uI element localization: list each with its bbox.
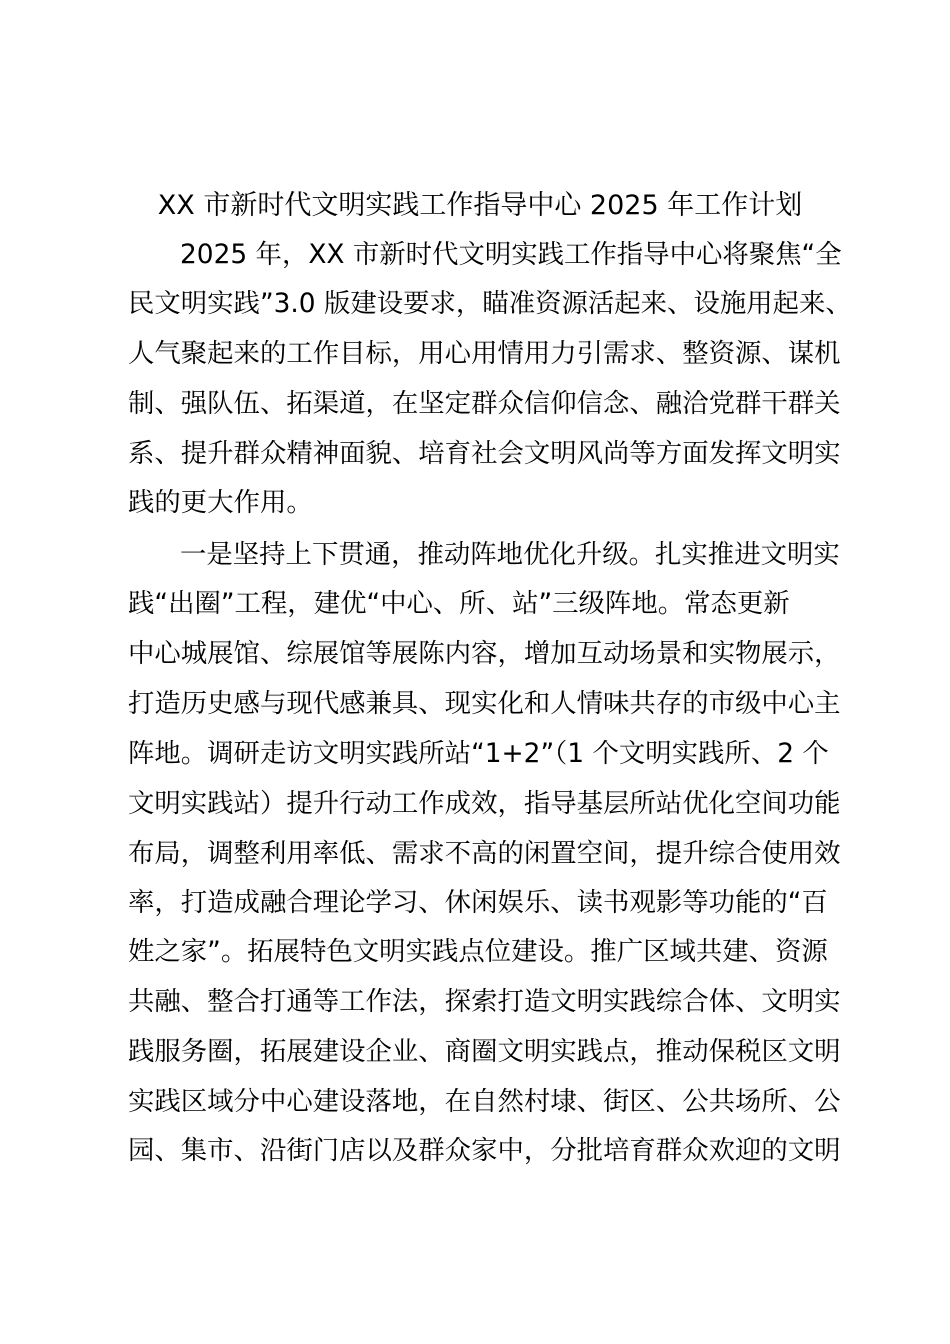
paragraph-line: 践“出圈”工程，建优“中心、所、站”三级阵地。常态更新 <box>128 588 790 619</box>
paragraph-line: 文明实践站）提升行动工作成效，指导基层所站优化空间功能 <box>128 788 841 819</box>
paragraph-line: 阵地。调研走访文明实践所站“1+2”（1 个文明实践所、2 个 <box>128 738 829 769</box>
paragraph-line: 系、提升群众精神面貌、培育社会文明风尚等方面发挥文明实 <box>128 438 841 469</box>
paragraph-line: 打造历史感与现代感兼具、现实化和人情味共存的市级中心主 <box>128 688 841 719</box>
paragraph-line: 践的更大作用。 <box>128 487 313 518</box>
document-title: XX 市新时代文明实践工作指导中心 2025 年工作计划 <box>157 190 803 221</box>
paragraph-line: 2025 年，XX 市新时代文明实践工作指导中心将聚焦“全 <box>180 239 842 270</box>
paragraph-line: 姓之家”。拓展特色文明实践点位建设。推广区域共建、资源 <box>128 936 828 967</box>
paragraph-line: 园、集市、沿街门店以及群众家中，分批培育群众欢迎的文明 <box>128 1135 841 1166</box>
paragraph-line: 民文明实践”3.0 版建设要求，瞄准资源活起来、设施用起来、 <box>128 288 852 319</box>
paragraph-line: 人气聚起来的工作目标，用心用情用力引需求、整资源、谋机 <box>128 338 841 369</box>
paragraph-line: 践服务圈，拓展建设企业、商圈文明实践点，推动保税区文明 <box>128 1036 841 1067</box>
paragraph-line: 中心城展馆、综展馆等展陈内容，增加互动场景和实物展示， <box>128 638 841 669</box>
paragraph-line: 共融、整合打通等工作法，探索打造文明实践综合体、文明实 <box>128 986 841 1017</box>
paragraph-line: 实践区域分中心建设落地，在自然村埭、街区、公共场所、公 <box>128 1086 841 1117</box>
paragraph-line: 布局，调整利用率低、需求不高的闲置空间，提升综合使用效 <box>128 838 841 869</box>
paragraph-line: 一是坚持上下贯通，推动阵地优化升级。扎实推进文明实 <box>180 539 840 570</box>
paragraph-line: 制、强队伍、拓渠道，在坚定群众信仰信念、融洽党群干群关 <box>128 388 841 419</box>
paragraph-line: 率，打造成融合理论学习、休闲娱乐、读书观影等功能的“百 <box>128 887 828 918</box>
